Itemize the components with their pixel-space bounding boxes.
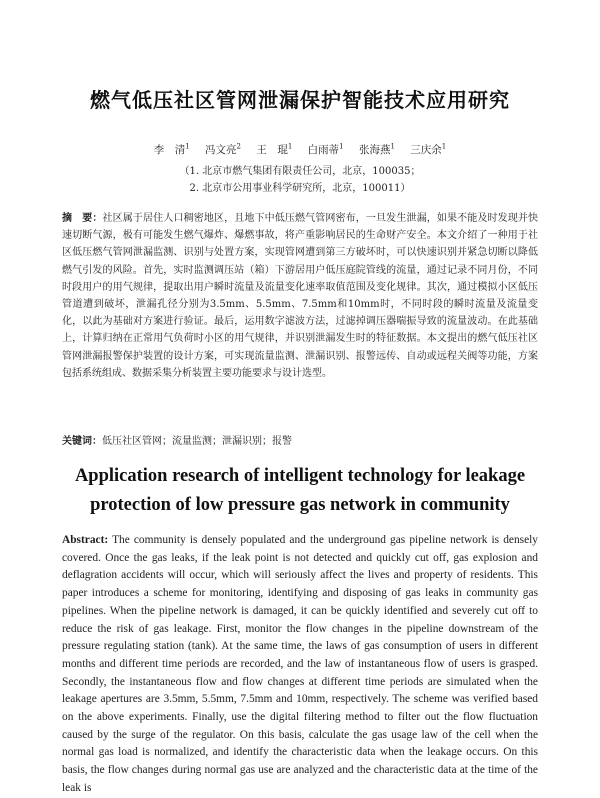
abstract-en-text: The community is densely populated and the underground gas pipeline network is densely covered. Once the gas leaks, if the leak point is not detected and quickly cut off, gas explosion and deflagration accidents will occur, which will seriously affect the lives and property of residents. This paper introduces a scheme for monitoring, identifying and disposing of gas leaks in community gas pipelines. When the pipeline network is damaged, it can be quickly identified and severely cut off to reduce the risk of gas leakage. First, monitor the flow changes in the pipeline downstream of the pressure regulating station (tank). At the same time, the laws of gas consumption of users in different months and different time periods are recorded, and the law of instantaneous flow of users is grasped. Secondly, the instantaneous flow and flow changes at different time periods are simulated when the leakage apertures are 3.5mm, 5.5mm, 7.5mm and 10mm, respectively. The scheme was verified based on the above experiments. Finally, use the digital filtering method to filter out the flow fluctuation caused by the surge of the regulator. On this basis, calculate the gas usage law of the cell when the normal gas load is normalized, and identify the characteristic data when the leakage occurs. On this basis, the flow changes during normal gas use are analyzed and the characteristic data at the time of the leak is <box>62 534 538 794</box>
author-affil-mark: 1 <box>339 142 344 151</box>
author-name: 张海燕 <box>358 144 391 156</box>
author <box>308 144 344 156</box>
author <box>359 144 395 156</box>
keywords-zh-text: 低压社区管网；流量监测；泄漏识别；报警 <box>102 436 292 447</box>
author-affil-mark: 1 <box>287 142 293 151</box>
affiliation-2: 2. 北京市公用事业科学研究所，北京，100011） <box>189 183 411 194</box>
keywords-zh-label: 关键词： <box>62 436 102 447</box>
author-list <box>0 142 600 157</box>
author-affil-mark: 1 <box>441 142 447 151</box>
paper-title-en <box>0 462 600 520</box>
keywords-zh <box>62 432 538 447</box>
abstract-zh-text: 社区属于居住人口稠密地区，且地下中低压燃气管网密布，一旦发生泄漏，如果不能及时发现并快速切断气源，极有可能发生燃气爆炸、爆燃事故，将产重影响居民的生命财产安全。本文介绍了一种用于社区低压燃气管网泄漏监测、识别与处置方案，实现管网遭到第三方破坏时，可以快速识别并紧急切断以降低燃气引发的风险。首先，实时监测调压站（箱）下游居用户低压庭院管线的流量，通过记录不同月份，不同时段用户的用气规律，提取出用户瞬时流量及流量变化速率取值范围及变化规律。其次，通过模拟小区低压管道遭到破坏，泄漏孔径分别为3.5mm、5.5mm、7.5mm和10mm时，不同时段的瞬时流量及流量变化，以此为基础对方案进行验证。最后，运用数字滤波方法，过滤掉调压器喘振导致的流量波动。在此基础上，计算归纳在正常用气负荷时小区的用气规律，并识别泄漏发生时的特征数据。本文提出的燃气低压社区管网泄漏报警保护装置的设计方案，可实现流量监测、泄漏识别、报警远传、自动或远程关阀等功能，方案包括系统组成、数据采集分析装置主要功能要求与设计选型。 <box>62 213 539 379</box>
author-name: 李 清 <box>153 144 186 156</box>
author-affil-mark: 2 <box>236 142 242 151</box>
abstract-en <box>62 532 538 798</box>
paper-title-en-line-2: protection of low pressure gas network in community <box>90 495 510 515</box>
abstract-en-label: Abstract: <box>62 534 109 546</box>
author-name: 王 琨 <box>256 144 288 156</box>
paper-title-en-line-1: Application research of intelligent technology for leakage <box>74 466 526 486</box>
author-name: 三庆余 <box>410 144 442 156</box>
author-affil-mark: 1 <box>185 142 190 151</box>
author <box>205 144 241 156</box>
author-name: 白雨蒂 <box>307 144 340 156</box>
author-affil-mark: 1 <box>390 142 395 151</box>
author <box>154 144 190 156</box>
abstract-zh-label: 摘 要： <box>62 213 103 224</box>
author <box>256 144 292 156</box>
author <box>410 144 446 156</box>
affiliation-1: （1. 北京市燃气集团有限责任公司，北京，100035； <box>179 166 421 177</box>
abstract-zh <box>62 210 538 382</box>
author-name: 冯文亮 <box>205 144 237 156</box>
paper-title-zh: 燃气低压社区管网泄漏保护智能技术应用研究 <box>90 88 510 112</box>
